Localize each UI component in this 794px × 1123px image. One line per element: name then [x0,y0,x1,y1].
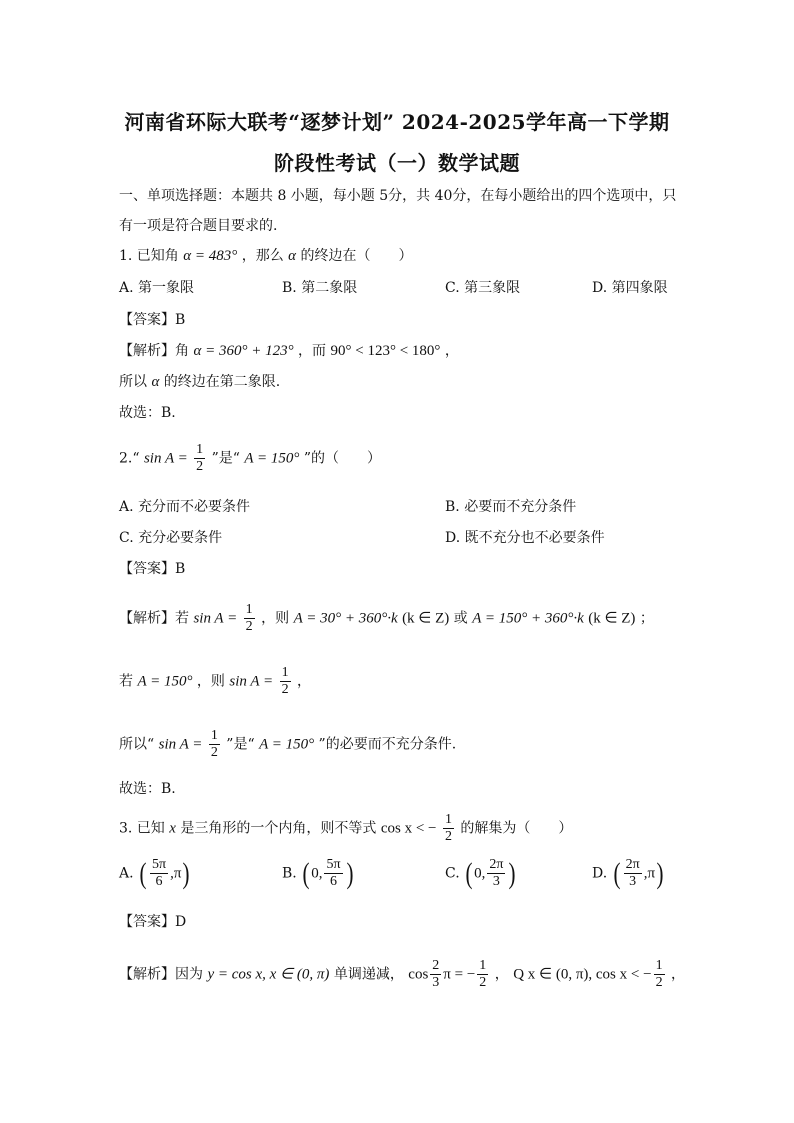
q1-exp-math: α = 360° + 123° [193,343,294,359]
q3-option-a [119,857,191,890]
q3-answer: 【答案】D [119,914,187,930]
q2-explanation-3 [119,728,456,761]
q3-option-c-label: C. [445,865,460,882]
q1-stem-text2: ，那么 [241,248,284,264]
q2-exp-text4: ； [639,610,654,627]
q2-explanation-1 [119,602,654,635]
q2-exp2-fraction: $\frac{1}{2}$ [281,665,289,697]
q3-option-a-right: ,π [170,865,182,882]
q2-exp3-text2: ”是“ [226,736,255,753]
q3-option-c [445,857,517,890]
q2-option-c: C. 充分必要条件 [119,530,223,546]
q3-fraction: $\frac{1}{2}$ [444,812,452,844]
q3-option-d-rparen: ) [656,856,664,890]
q2-exp-math2: A = 150° + 360°·k [472,610,584,627]
q1-exp-text2: ，而 [298,343,327,359]
q1-stem-math: α = 483° [183,248,238,264]
q3-option-a-rparen: ) [182,856,190,890]
q3-explanation-1 [119,958,685,991]
q2-exp-text2: ，则 [261,610,290,627]
q3-option-a-lparen: ( [139,856,147,890]
q2-exp2-a150: A = 150° [137,673,193,690]
section-intro-line2: 有一项是符合题目要求的. [119,218,278,234]
q1-answer: 【答案】B [119,312,186,328]
q3-option-b-rparen: ) [346,856,354,890]
q2-exp2-sina: sin A = [229,673,274,690]
q3-stem-text2: 是三角形的一个内角，则不等式 [180,820,377,837]
q3-option-c-rparen: ) [508,856,516,890]
q2-sina: sin A = [143,450,188,467]
q1-exp-text: 【解析】角 [119,343,189,359]
q2-answer: 【答案】B [119,561,186,577]
q2-exp3-text: 所以“ [119,736,155,753]
q3-exp-text4: ， [671,966,686,983]
q2-stem [119,442,381,475]
q2-stem-text3: ”的（ ） [303,450,382,467]
q3-option-b-left: 0, [311,865,323,882]
q3-exp-fraction-half2: $\frac{1}{2}$ [655,958,663,990]
q1-explanation-1 [119,341,459,361]
q2-exp3-fraction: $\frac{1}{2}$ [210,728,218,760]
q2-exp3-a150: A = 150° [259,736,315,753]
q2-exp-k2: (k ∈ Z) [588,610,636,627]
q2-stem-text2: ”是“ [211,450,240,467]
q2-exp-fraction: $\frac{1}{2}$ [245,602,253,634]
q1-exp2-text2: 的终边在第二象限. [163,374,281,390]
q3-option-b-label: B. [282,865,297,882]
q1-option-c: C. 第三象限 [445,280,521,296]
q2-exp2-text2: ，则 [196,673,225,690]
q2-exp-math1: A = 30° + 360°·k [293,610,398,627]
q2-exp3-sina: sin A = [158,736,203,753]
q3-option-b-fraction: $\frac{5\pi}{6}$ [326,857,341,889]
q3-option-c-fraction: $\frac{2\pi}{3}$ [489,857,504,889]
q3-exp-text2: 单调递减， [333,966,404,983]
q3-option-b-lparen: ( [302,856,310,890]
q3-exp-fraction-half: $\frac{1}{2}$ [479,958,487,990]
q1-stem [119,246,413,266]
q2-exp2-text3: ， [297,673,312,690]
q3-exp-text3: ， [494,966,509,983]
q3-exp-pi: π = − [443,966,476,983]
q3-stem-text: 3. 已知 [119,820,165,837]
q3-x: x [169,820,176,837]
q3-option-a-label: A. [119,865,134,882]
q2-exp-k1: (k ∈ Z) [402,610,450,627]
q3-option-d-lparen: ( [613,856,621,890]
exam-title-line2: 阶段性考试（一）数学试题 [274,151,520,175]
q3-cosx: cos x < − [380,820,437,837]
q1-exp2-text: 所以 [119,374,147,390]
section-intro-line1: 一、单项选择题：本题共 8 小题，每小题 5分，共 40分，在每小题给出的四个选项中，只 [119,188,677,204]
q3-exp-math2: Q x ∈ (0, π), cos x < − [513,966,652,983]
q2-explanation-2 [119,665,311,698]
q3-exp-math1: y = cos x, x ∈ (0, π) [207,966,330,983]
q3-option-a-fraction: $\frac{5\pi}{6}$ [152,857,167,889]
q3-exp-cos: cos [408,966,429,983]
q1-exp-text3: ， [444,343,459,359]
q3-stem [119,812,572,845]
q3-exp-text: 【解析】因为 [119,966,203,983]
q3-option-d [592,857,665,890]
q2-stem-text: 2.“ [119,450,140,467]
q2-fraction: $\frac{1}{2}$ [196,442,204,474]
exam-title-line1: 河南省环际大联考“逐梦计划” 2024-2025学年高一下学期 [124,110,670,134]
q1-alpha: α [288,248,297,264]
q1-stem-text: 1. 已知角 [119,248,179,264]
q2-exp-text3: 或 [453,610,468,627]
q3-option-c-lparen: ( [465,856,473,890]
q1-option-a: A. 第一象限 [119,280,195,296]
q3-option-d-right: ,π [643,865,656,882]
q1-explanation-2 [119,372,280,392]
q2-exp-text: 【解析】若 [119,610,189,627]
q1-stem-text3: 的终边在（ ） [300,248,413,264]
q2-exp-sina: sin A = [193,610,238,627]
q3-option-b [282,857,355,890]
q1-option-d: D. 第四象限 [592,280,668,296]
q1-choose: 故选：B. [119,405,176,421]
q1-exp2-alpha: α [151,374,160,390]
q2-exp3-text3: ”的必要而不充分条件. [318,736,457,753]
q3-exp-fraction-23: $\frac{2}{3}$ [432,958,440,990]
q3-option-d-label: D. [592,865,608,882]
q2-option-b: B. 必要而不充分条件 [445,499,577,515]
q1-option-b: B. 第二象限 [282,280,358,296]
q1-exp-math2: 90° < 123° < 180° [330,343,441,359]
q2-exp2-text: 若 [119,673,133,690]
q2-a150: A = 150° [244,450,300,467]
q2-option-d: D. 既不充分也不必要条件 [445,530,605,546]
q3-option-d-fraction: $\frac{2\pi}{3}$ [625,857,640,889]
q3-stem-text3: 的解集为（ ） [460,820,573,837]
q2-option-a: A. 充分而不必要条件 [119,499,251,515]
q2-choose: 故选：B. [119,781,176,797]
q3-option-c-left: 0, [474,865,486,882]
